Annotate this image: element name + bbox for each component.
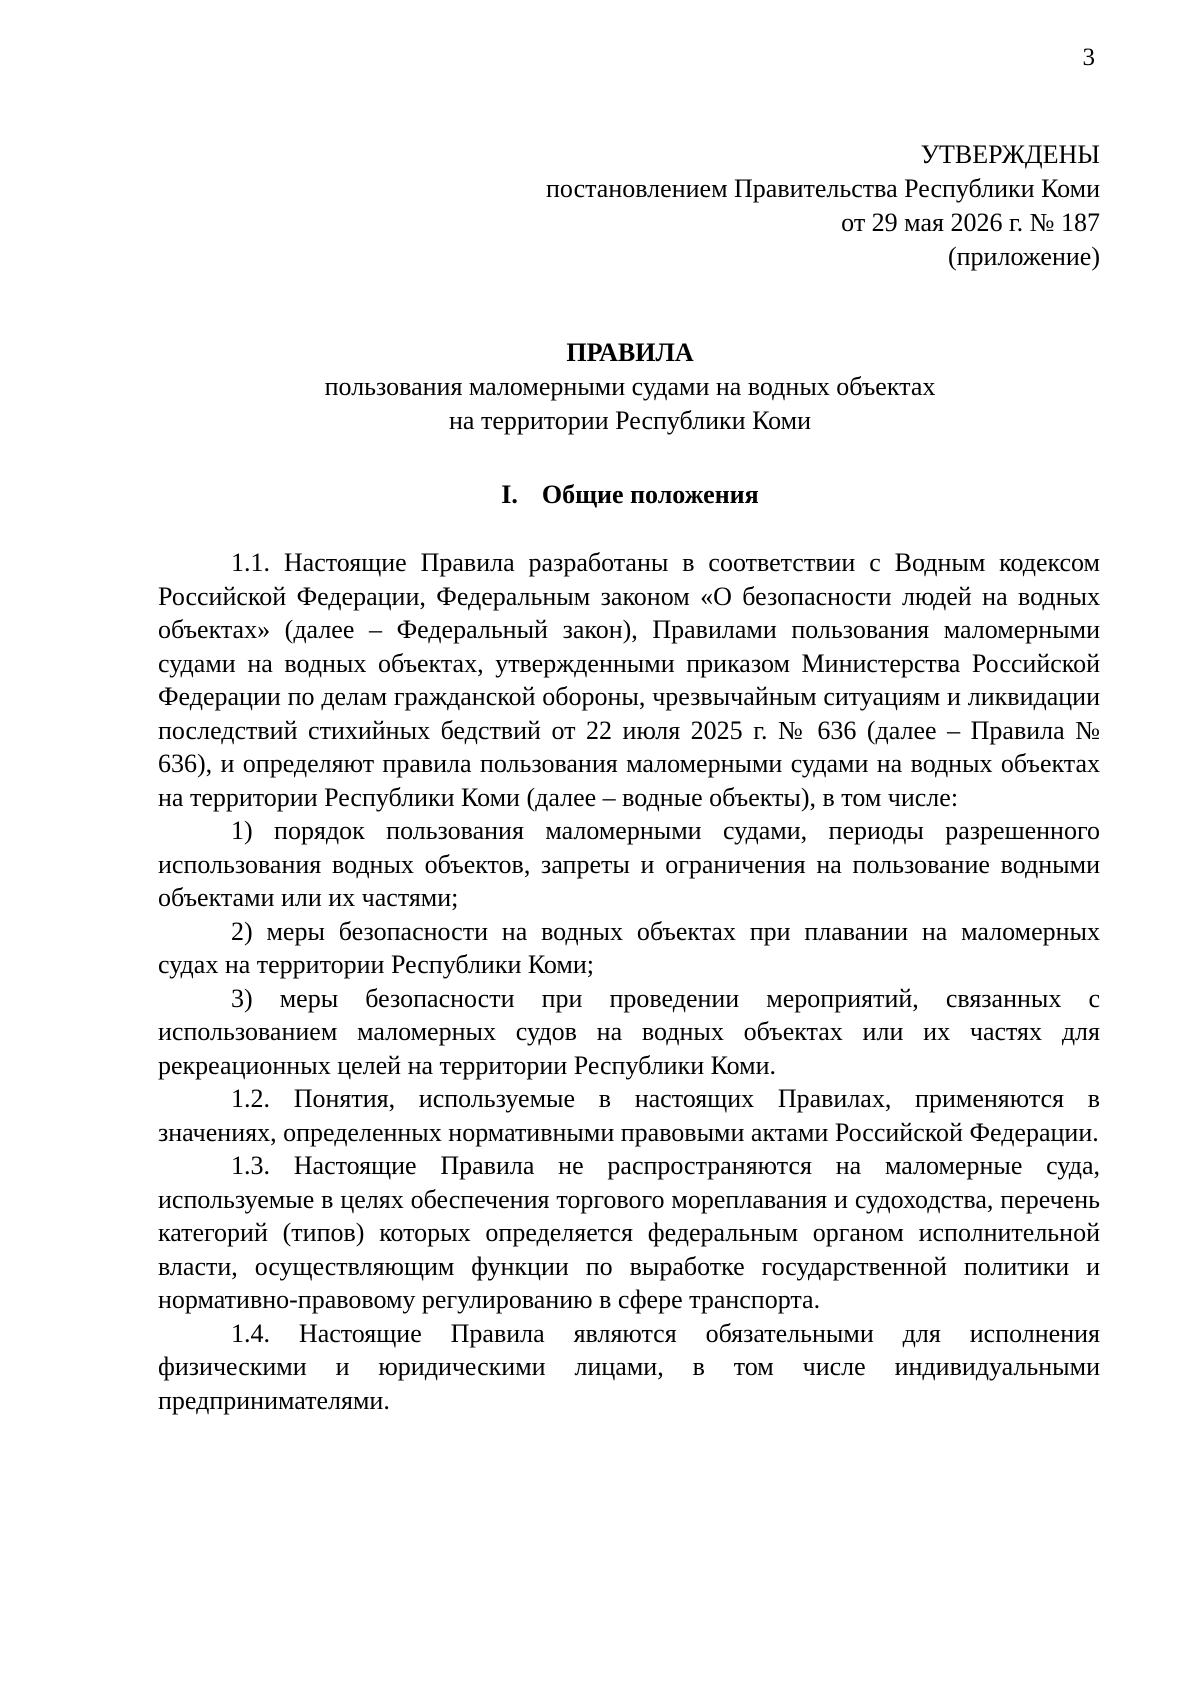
section-heading	[160, 478, 1100, 512]
approval-stamp	[546, 138, 1100, 274]
paragraph-1-2: 1.2. Понятия, используемые в настоящих Правилах, применяются в значениях, определенных нормативными правовыми актами Российской Федерации.	[158, 1084, 1100, 1147]
document-title-block	[160, 336, 1100, 438]
approval-annex-note: (приложение)	[947, 242, 1100, 271]
paragraph-1-3: 1.3. Настоящие Правила не распространяются на маломерные суда, используемые в целях обеспечения торгового мореплавания и судоходства, перечень категорий (типов) которых определяется федеральным органом исполнительной власти, осуществляющим функции по выработке государственной политики и нормативно-правовому регулированию в сфере транспорта.	[158, 1151, 1100, 1314]
approval-heading: УТВЕРЖДЕНЫ	[920, 140, 1100, 169]
list-item-2: 2) меры безопасности на водных объектах при плавании на маломерных судах на территории Республики Коми;	[158, 916, 1100, 979]
document-body	[158, 546, 1100, 1417]
list-item-3: 3) меры безопасности при проведении мероприятий, связанных с использованием маломерных судов на водных объектах или их частях для рекреационных целей на территории Республики Коми.	[158, 983, 1100, 1080]
document-subtitle-line-1: пользования маломерными судами на водных объектах	[324, 372, 936, 401]
approval-authority: постановлением Правительства Республики Коми	[546, 174, 1100, 203]
list-item-1: 1) порядок пользования маломерными судами, периоды разрешенного использования водных объектов, запреты и ограничения на пользование водными объектами или их частями;	[158, 816, 1100, 912]
paragraph-1-4: 1.4. Настоящие Правила являются обязательными для исполнения физическими и юридическими лицами, в том числе индивидуальными предпринимателями.	[158, 1318, 1100, 1415]
approval-date-number: от 29 мая 2026 г. № 187	[841, 208, 1100, 237]
paragraph-1-1: 1.1. Настоящие Правила разработаны в соответствии с Водным кодексом Российской Федерации, Федеральным законом «О безопасности людей на водных объектах» (далее – Федеральный закон), Правилами пользования маломерными судами на водных объектах, утвержденными приказом Министерства Российской Федерации по делам гражданской обороны, чрезвычайным ситуациям и ликвидации последствий стихийных бедствий от 22 июля 2025 г. № 636 (далее – Правила № 636), и определяют правила пользования маломерными судами на водных объектах на территории Республики Коми (далее – водные объекты), в том числе:	[158, 548, 1100, 812]
document-title: ПРАВИЛА	[566, 338, 694, 367]
section-title: Общие положения	[541, 480, 759, 509]
page-number: 3	[1082, 44, 1095, 71]
document-subtitle-line-2: на территории Республики Коми	[449, 406, 811, 435]
section-number: I.	[501, 480, 518, 509]
